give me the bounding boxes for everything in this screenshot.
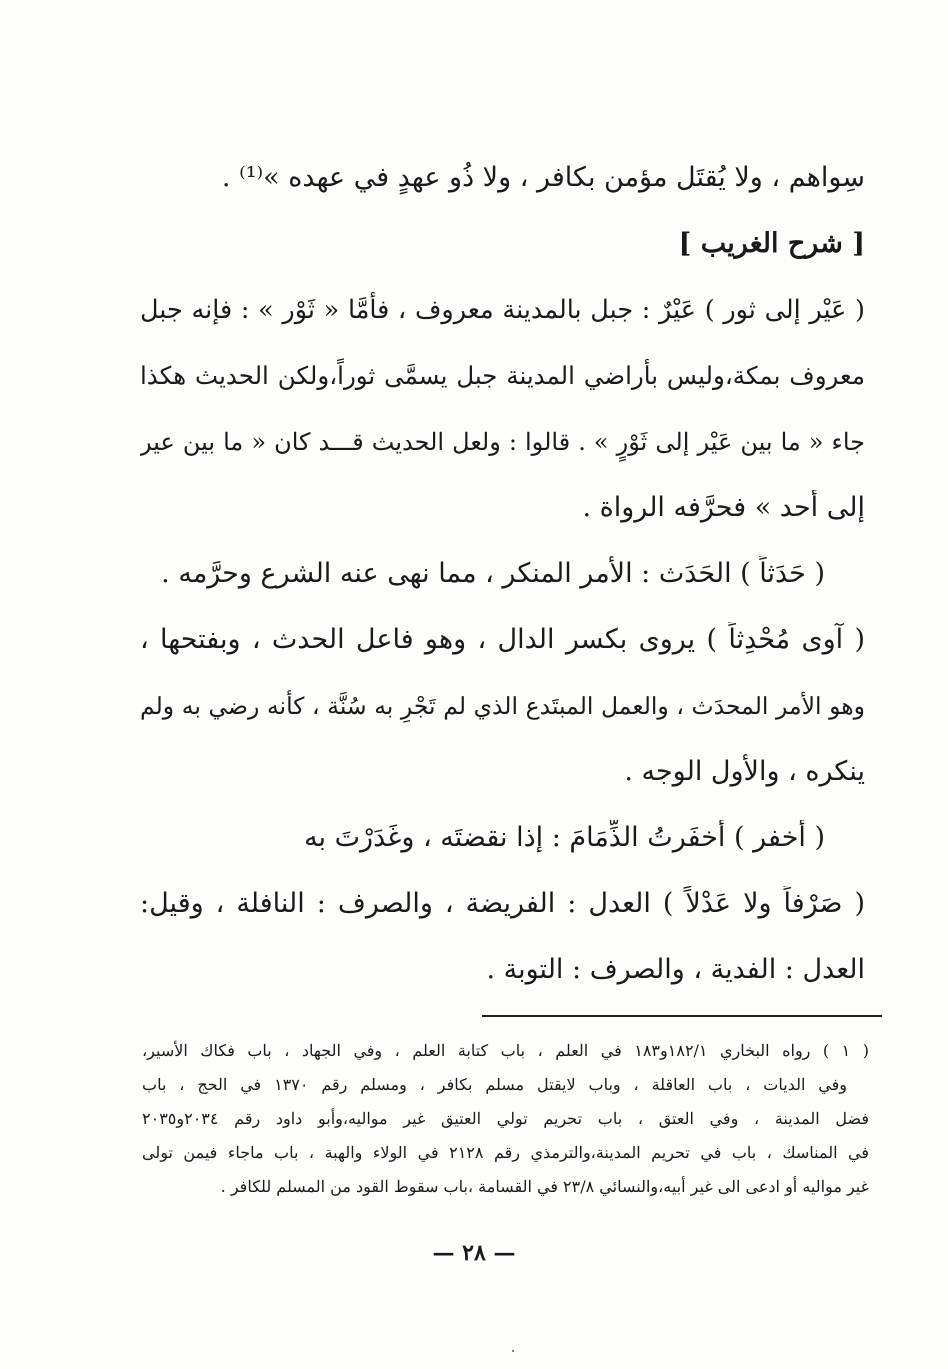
footnote-line: فضل المدينة ، وفي العتق ، باب تحريم تولي العتيق غير مواليه،وأبو داود رقم ٢٠٣٤و٢٠٣٥	[142, 1109, 869, 1128]
text-line: معروف بمكة،وليس بأراضي المدينة جبل يسمَّى ثوراً،ولكن الحديث هكذا	[140, 361, 865, 390]
page-number: — ٢٨ —	[432, 1240, 516, 1266]
text-line: العدل : الفدية ، والصرف : التوبة .	[486, 954, 865, 985]
footnote-line: ( ١ ) رواه البخاري ١٨٢/١و١٨٣ في العلم ، باب كتابة العلم ، وفي الجهاد ، باب فكاك الأسير،	[142, 1041, 869, 1060]
text-line: ( حَدَثاً ) الحَدَث : الأمر المنكر ، مما نهى عنه الشرع وحرَّمه .	[161, 558, 825, 589]
text-line: ينكره ، والأول الوجه .	[624, 756, 865, 787]
text-line: ( آوى مُحْدِثاً ) يروى بكسر الدال ، وهو فاعل الحدث ، وبفتحها ،	[140, 624, 865, 655]
text-line: وهو الأمر المحدَث ، والعمل المبتَدع الذي لم تَجْرِ به سُنَّة ، كأنه رضي به ولم	[140, 692, 865, 720]
scan-speck	[512, 1350, 514, 1352]
footnote-line: وفي الديات ، باب العاقلة ، وباب لايقتل مسلم بكافر ، ومسلم رقم ١٣٧٠ في الحج ، باب	[142, 1075, 847, 1094]
text-line: إلى أُحد » فحرَّفه الرواة .	[582, 492, 865, 523]
footnotes-block	[142, 1040, 869, 1210]
text-line: سِواهم ، ولا يُقتَل مؤمن بكافر ، ولا ذُو عهدٍ في عهده »⁽¹⁾ .	[221, 162, 865, 193]
text-line: ( صَرْفاً ولا عَدْلاً ) العدل : الفريضة ، والصرف : النافلة ، وقيل:	[140, 888, 865, 919]
footnote-divider	[482, 1015, 882, 1017]
main-text-block	[140, 160, 865, 1018]
footnote-line: غير مواليه أو ادعى الى غير أبيه،والنسائي ٢٣/٨ في القسامة ،باب سقوط القود من المسلم للكافر .	[220, 1177, 869, 1196]
section-heading: [ شرح الغريب ]	[678, 228, 865, 259]
text-line: جاء « ما بين عَيْر إلى ثَوْرٍ » . قالوا : ولعل الحديث قـــد كان « ما بين عير	[140, 428, 865, 456]
footnote-line: في المناسك ، باب في تحريم المدينة،والترمذي رقم ٢١٢٨ في الولاء والهبة ، باب ماجاء فيمن تولى	[142, 1143, 869, 1162]
text-line: ( أخفر ) أخفَرتُ الذِّمَامَ : إذا نقضتَه ، وغَدَرْتَ به	[304, 822, 825, 853]
text-line: ( عَيْر إلى ثور ) عَيْرٌ : جبل بالمدينة معروف ، فأمَّا « ثَوْر » : فإنه جبل	[140, 295, 865, 325]
